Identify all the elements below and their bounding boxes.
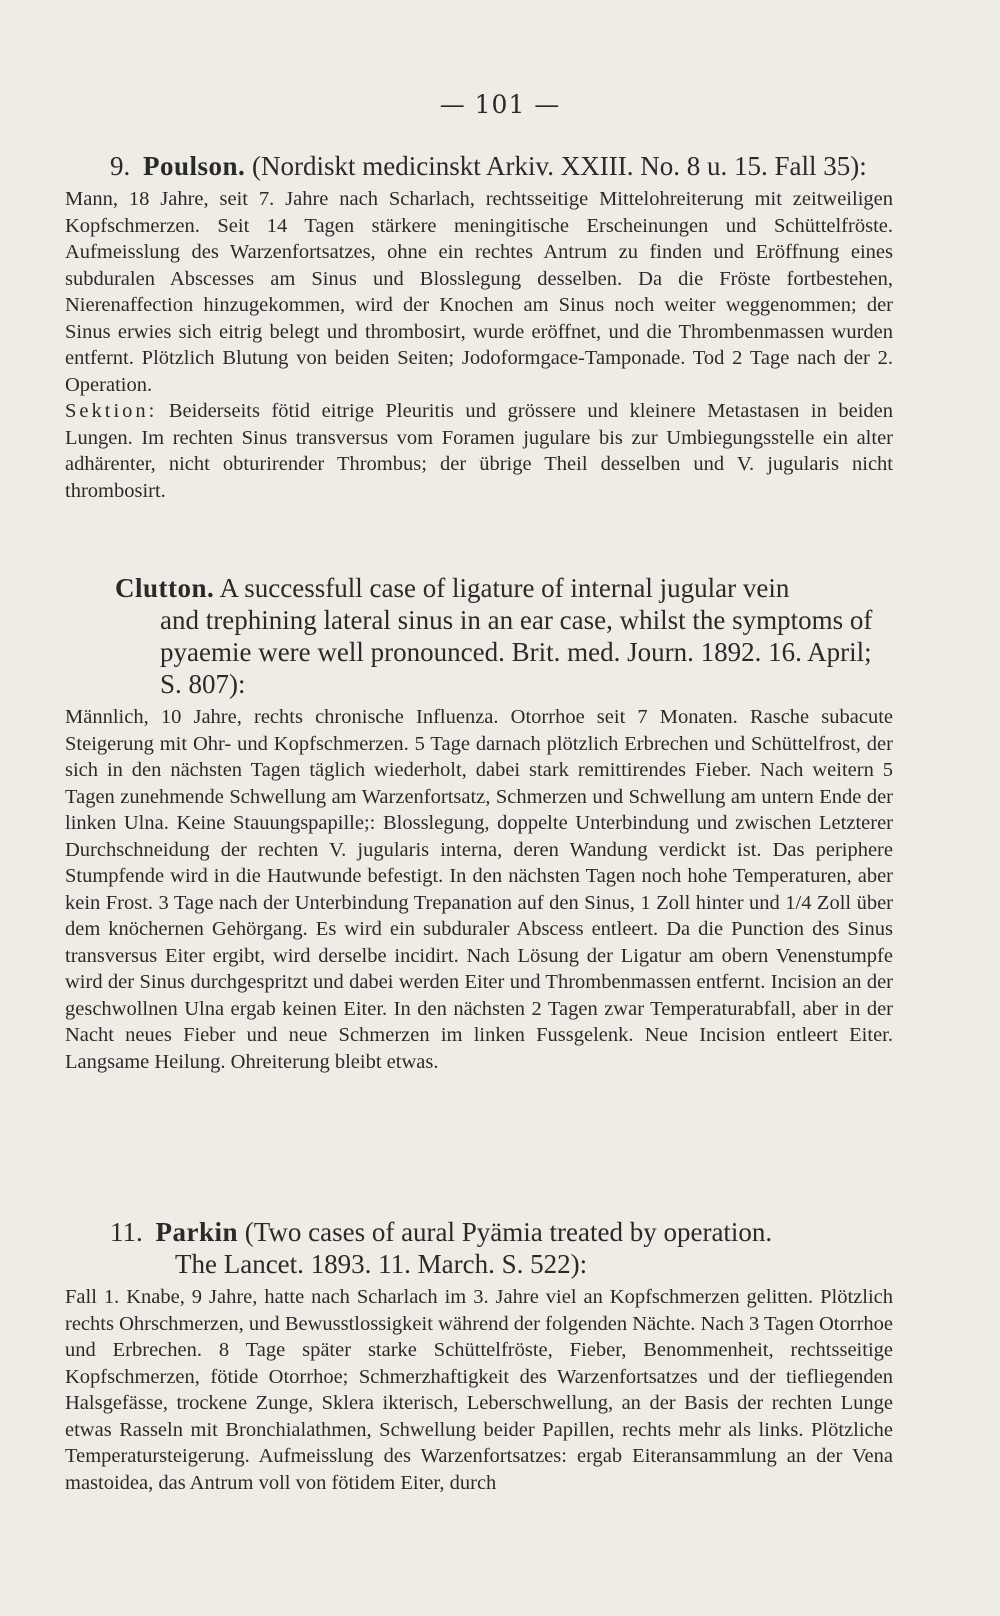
entry-citation: (Two cases of aural Pyämia treated by operation.	[244, 1217, 773, 1247]
entry-heading	[65, 572, 893, 700]
entry-author: Clutton.	[115, 573, 215, 603]
entry-citation: A successfull case of ligature of internal jugular vein	[219, 573, 790, 603]
sektion-label: Sektion:	[65, 400, 158, 422]
entry-parkin	[65, 1216, 893, 1496]
entry-citation: (Nordiskt medicinskt Arkiv. XXIII. No. 8 u. 15. Fall 35):	[252, 151, 867, 181]
entry-paragraph: Männlich, 10 Jahre, rechts chronische Influenza. Otorrhoe seit 7 Monaten. Rasche subacute Steigerung mit Ohr- und Kopfschmerzen. 5 Tage darnach plötzlich Erbrechen und Schüttelfrost, der sich in den nächsten Tagen täglich wiederholt, dabei stark remittirendes Fieber. Nach weitern 5 Tagen zunehmende Schwellung am Warzenfortsatz, Schmerzen und Schwellung am untern Ende der linken Ulna. Keine Stauungspapille;: Blosslegung, doppelte Unterbindung und zwischen Letzterer Durchschneidung der rechten V. jugularis interna, deren Wandung verdickt ist. Das periphere Stumpfende wird in die Hautwunde befestigt. In den nächsten Tagen noch hohe Temperaturen, aber kein Frost. 3 Tage nach der Unterbindung Trepanation auf den Sinus, 1 Zoll hinter und 1/4 Zoll über dem knöchernen Gehörgang. Es wird ein subduraler Abscess entleert. Da die Punction des Sinus transversus Eiter ergibt, wird derselbe incidirt. Nach Lösung der Ligatur am obern Venenstumpfe wird der Sinus durchgespritzt und dabei werden Eiter und Thrombenmassen entfernt. Incision an der geschwollnen Ulna ergab keinen Eiter. In den nächsten 2 Tagen zwar Temperaturabfall, aber in der Nacht neues Fieber und neue Schmerzen im linken Fussgelenk. Neue Incision entleert Eiter. Langsame Heilung. Ohreiterung bleibt etwas.	[65, 706, 893, 1073]
entry-paragraph: Fall 1. Knabe, 9 Jahre, hatte nach Scharlach im 3. Jahre viel an Kopfschmerzen gelitten. Plötzlich rechts Ohrschmerzen, und Bewusstlossigkeit während der folgenden Nächte. Nach 3 Tagen Otorrhoe und Erbrechen. 8 Tage später starke Schüttelfröste, Fieber, Benommenheit, rechtsseitige Kopfschmerzen, fötide Otorrhoe; Schmerzhaftigkeit des Warzenfortsatzes und der tiefliegenden Halsgefässe, trockene Zunge, Sklera ikterisch, Leberschwellung, an der Basis der rechten Lunge etwas Rasseln mit Bronchialathmen, Schwellung beider Papillen, rechts mehr als links. Plötzliche Temperatursteigerung. Aufmeisslung des Warzenfortsatzes: ergab Eiteransammlung an der Vena mastoidea, das Antrum voll von fötidem Eiter, durch	[65, 1286, 893, 1494]
entry-poulson	[65, 150, 893, 504]
entry-clutton	[65, 572, 893, 1075]
entry-number: 9.	[110, 151, 131, 181]
sektion-paragraph	[65, 398, 893, 504]
page-number: — 101 —	[439, 90, 561, 119]
entry-author: Poulson.	[143, 151, 246, 181]
sektion-text: Beiderseits fötid eitrige Pleuritis und grössere und kleinere Metastasen in beiden Lungen. Im rechten Sinus transversus vom Foramen jugulare bis zur Umbiegungsstelle ein alter adhärenter, nicht obturirender Thrombus; der übrige Theil desselben und V. jugularis nicht thrombosirt.	[65, 400, 894, 502]
entry-heading	[65, 1216, 893, 1280]
entry-author: Parkin	[155, 1217, 239, 1247]
entry-citation-continued: and trephining lateral sinus in an ear case, whilst the symptoms of pyaemie were well pronounced. Brit. med. Journ. 1892. 16. April; S. 807):	[160, 605, 873, 699]
entry-paragraph: Mann, 18 Jahre, seit 7. Jahre nach Scharlach, rechtsseitige Mittelohreiterung mit zeitweiligen Kopfschmerzen. Seit 14 Tagen stärkere meningitische Erscheinungen und Schüttelfröste. Aufmeisslung des Warzenfortsatzes, ohne ein rechtes Antrum zu finden und Eröffnung eines subduralen Abscesses am Sinus und Blosslegung desselben. Da die Fröste fortbestehen, Nierenaffection hinzugekommen, wird der Knochen am Sinus noch weiter weggenommen; der Sinus erwies sich eitrig belegt und thrombosirt, wurde eröffnet, und die Thrombenmassen wurden entfernt. Plötzlich Blutung von beiden Seiten; Jodoformgace-Tamponade. Tod 2 Tage nach der 2. Operation.	[65, 188, 893, 396]
entry-citation-continued: The Lancet. 1893. 11. March. S. 522):	[175, 1249, 588, 1279]
entry-number: 11.	[110, 1217, 143, 1247]
entry-heading	[65, 150, 893, 182]
